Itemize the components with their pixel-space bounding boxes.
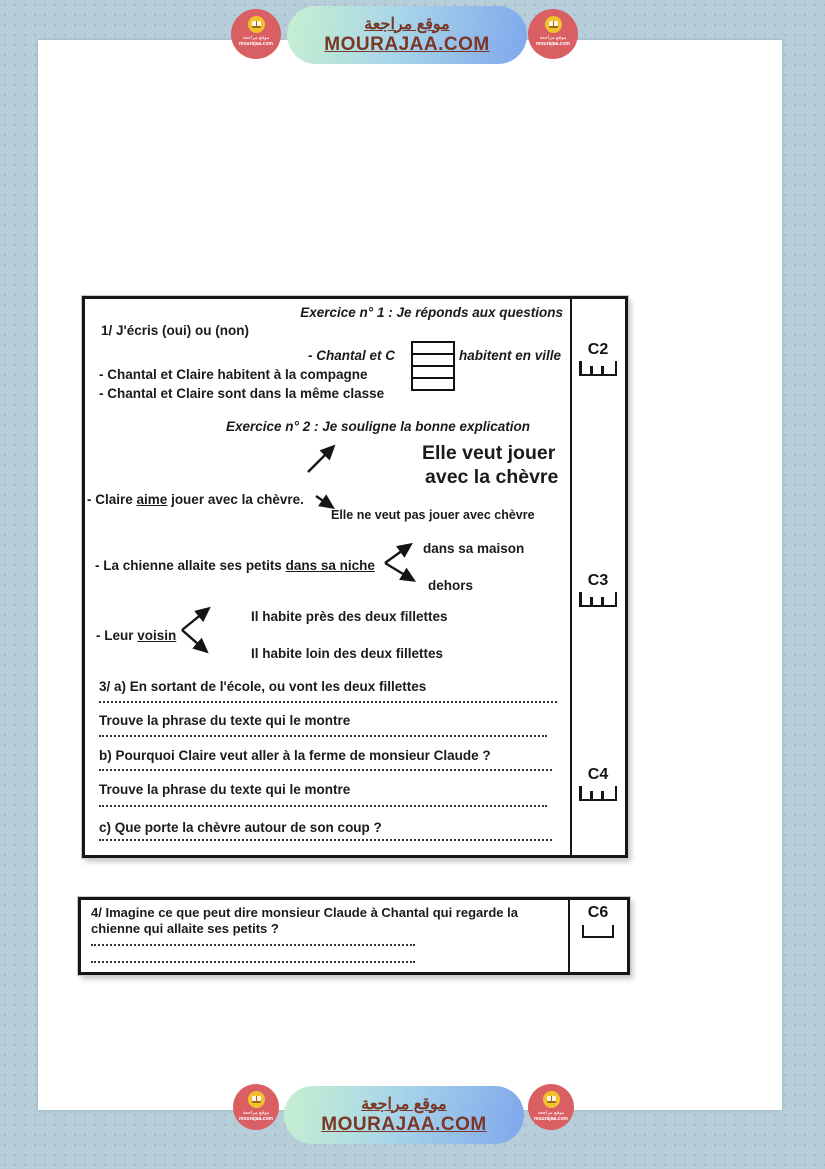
chienne-option-dehors: dehors (428, 578, 474, 593)
exercise2-claire-line: - Claire aime jouer avec la chèvre. (87, 492, 304, 507)
footer-site-name: MOURAJAA.COM (321, 1113, 487, 1135)
footer-arabic-title: موقع مراجعة (361, 1095, 447, 1113)
header-arabic-title: موقع مراجعة (364, 15, 450, 33)
book-icon (545, 16, 562, 33)
competency-mark-c3: C3 (570, 572, 626, 607)
exercise3-find-phrase-2: Trouve la phrase du texte qui le montre (99, 782, 351, 797)
exercise3-question-b: b) Pourquoi Claire veut aller à la ferme de monsieur Claude ? (99, 748, 491, 763)
logo-arabic-text: موقع مراجعة (242, 1110, 270, 1116)
chienne-option-maison: dans sa maison (423, 541, 525, 556)
logo-domain-text: mourajaa.com (239, 1116, 273, 1122)
logo-arabic-text: موقع مراجعة (537, 1110, 565, 1116)
competency-mark-c2: C2 (570, 341, 626, 376)
answer-dotted-line (91, 944, 415, 946)
book-icon (248, 1091, 265, 1108)
option-small: Elle ne veut pas jouer avec chèvre (331, 508, 535, 522)
option-big-line1: Elle veut jouer (422, 442, 556, 464)
option-big-line2: avec la chèvre (425, 466, 559, 488)
site-logo (528, 9, 578, 59)
exercise1-instruction: 1/ J'écris (oui) ou (non) (101, 323, 249, 338)
exercise1-item-ville-suffix: habitent en ville (459, 348, 562, 363)
underlined-word-aime: aime (136, 492, 168, 507)
logo-arabic-text: موقع مراجعة (539, 35, 567, 41)
exercise1-item-classe: - Chantal et Claire sont dans la même classe (99, 386, 385, 401)
exercise3-question-a: 3/ a) En sortant de l'école, ou vont les deux fillettes (99, 679, 427, 694)
exercises-box (82, 296, 628, 858)
voisin-option-pres: Il habite près des deux fillettes (251, 609, 448, 624)
underlined-word-voisin: voisin (137, 628, 177, 643)
competency-mark-c6: C6 (568, 904, 628, 938)
voisin-option-loin: Il habite loin des deux fillettes (251, 646, 444, 661)
exercise2-title: Exercice n° 2 : Je souligne la bonne explication (226, 419, 530, 434)
exercise3-find-phrase-1: Trouve la phrase du texte qui le montre (99, 713, 351, 728)
header-site-name: MOURAJAA.COM (324, 33, 490, 55)
logo-domain-text: mourajaa.com (536, 41, 570, 47)
underlined-words-niche: dans sa niche (285, 558, 375, 573)
logo-arabic-text: موقع مراجعة (242, 35, 270, 41)
book-icon (248, 16, 265, 33)
arrow-connectors (85, 299, 625, 855)
logo-domain-text: mourajaa.com (534, 1116, 568, 1122)
site-logo (528, 1084, 574, 1130)
exercise1-item-compagne: - Chantal et Claire habitent à la compagne (99, 367, 368, 382)
site-logo (233, 1084, 279, 1130)
competency-mark-c4: C4 (570, 766, 626, 801)
logo-domain-text: mourajaa.com (239, 41, 273, 47)
footer-site-link[interactable] (284, 1086, 524, 1144)
exercise2-chienne-line: - La chienne allaite ses petits dans sa niche (95, 558, 375, 573)
score-bracket-icon (582, 925, 614, 938)
book-icon (543, 1091, 560, 1108)
answer-dotted-line (91, 961, 415, 963)
exercise4-box (78, 897, 630, 975)
exercise4-question: 4/ Imagine ce que peut dire monsieur Claude à Chantal qui regarde la chienne qui allaite ses petits ? (91, 905, 518, 936)
site-logo (231, 9, 281, 59)
header-site-link[interactable] (287, 6, 527, 64)
exercise3-question-c: c) Que porte la chèvre autour de son coup ? (99, 820, 382, 835)
exercise1-item-ville-prefix: - Chantal et C (308, 348, 396, 363)
exercise2-voisin-line: - Leur voisin (96, 628, 177, 643)
exercise1-title: Exercice n° 1 : Je réponds aux questions (300, 305, 563, 320)
